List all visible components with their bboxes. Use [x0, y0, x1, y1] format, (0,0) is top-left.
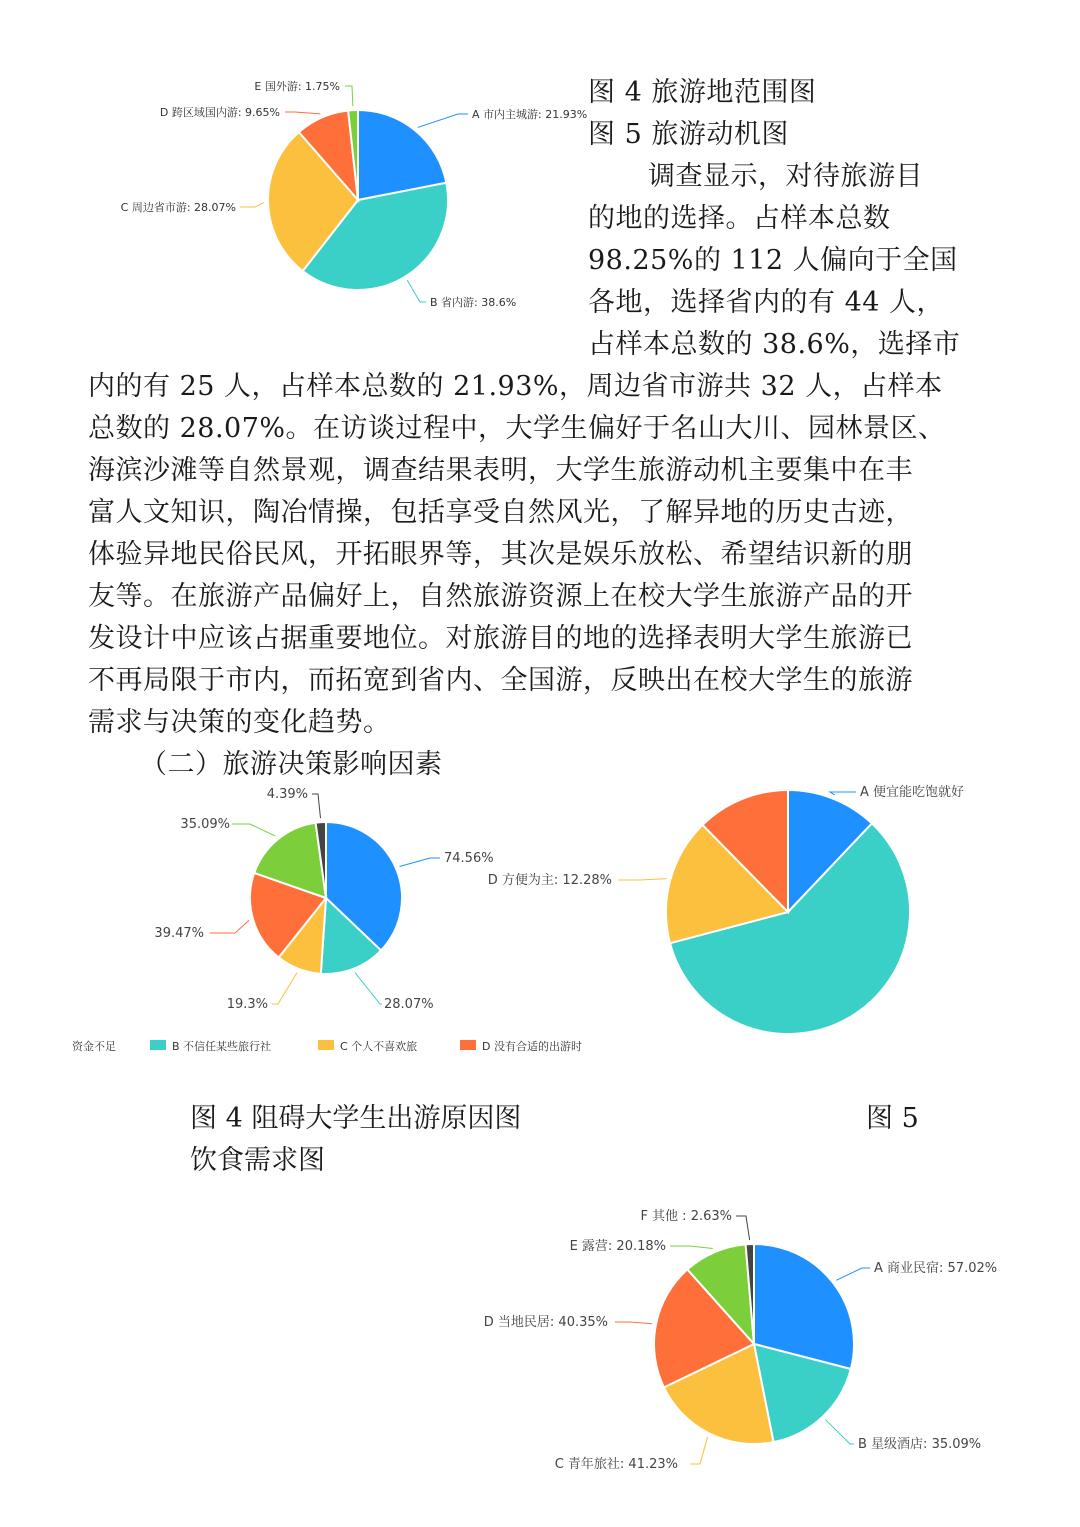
paragraph-line: 调查显示，对待旅游目	[648, 161, 923, 192]
slice-label: 4.39%	[266, 787, 308, 802]
slice-label: A 商业民宿: 57.02%	[874, 1261, 998, 1276]
legend-label: D 没有合适的出游时	[482, 1040, 582, 1053]
paragraph-line: 内的有 25 人，占样本总数的 21.93%，周边省市游共 32 人，占样本	[88, 371, 943, 402]
pie-chart-destination-range	[90, 70, 588, 320]
paragraph-line: 不再局限于市内，而拓宽到省内、全国游，反映出在校大学生的旅游	[88, 665, 913, 696]
slice-label: B 星级酒店: 35.09%	[858, 1437, 982, 1452]
legend-swatch	[318, 1040, 334, 1050]
paragraph-line: 发设计中应该占据重要地位。对旅游目的地的选择表明大学生旅游已	[88, 623, 913, 654]
slice-label: C 周边省市游: 28.07%	[120, 201, 236, 214]
legend-label: 资金不足	[72, 1040, 116, 1053]
caption-fig4-range: 图 4 旅游地范围图	[588, 77, 817, 108]
paragraph-line: 友等。在旅游产品偏好上，自然旅游资源上在校大学生旅游产品的开	[88, 581, 913, 612]
slice-label: D 方便为主: 12.28%	[487, 873, 612, 888]
slice-label: A 便宜能吃饱就好	[860, 785, 965, 800]
leader-line	[825, 1420, 854, 1444]
slice-label: C 青年旅社: 41.23%	[554, 1457, 678, 1472]
leader-line	[690, 1437, 708, 1464]
leader-line	[407, 280, 426, 302]
paragraph-line: 海滨沙滩等自然景观，调查结果表明，大学生旅游动机主要集中在丰	[88, 455, 913, 486]
caption-fig4-obstacles: 图 4 阻碍大学生出游原因图	[190, 1103, 522, 1134]
caption-fig5-food: 饮食需求图	[190, 1145, 325, 1176]
leader-line	[618, 879, 667, 880]
slice-label: E 露营: 20.18%	[569, 1239, 666, 1254]
leader-line	[830, 792, 856, 795]
paragraph-line: 98.25%的 112 人偏向于全国	[588, 245, 958, 276]
slice-label: E 国外游: 1.75%	[254, 80, 340, 93]
slice-label: F 其他 : 2.63%	[640, 1209, 732, 1224]
slice-label: 74.56%	[444, 851, 494, 866]
paragraph-line: 总数的 28.07%。在访谈过程中，大学生偏好于名山大川、园林景区、	[88, 413, 946, 444]
leader-line	[355, 973, 382, 1004]
pie-chart-accommodation	[470, 1200, 1030, 1490]
leader-line	[615, 1322, 652, 1324]
slice-label: 35.09%	[180, 817, 230, 832]
legend-swatch	[460, 1040, 476, 1050]
leader-line	[210, 920, 249, 933]
section-heading: （二）旅游决策影响因素	[140, 749, 443, 780]
leader-line	[272, 973, 297, 1004]
legend-label: B 不信任某些旅行社	[172, 1040, 272, 1053]
legend-label: C 个人不喜欢旅	[340, 1040, 418, 1053]
paragraph-line: 占样本总数的 38.6%，选择市	[588, 329, 961, 360]
leader-line	[285, 112, 320, 114]
leader-line	[418, 114, 468, 127]
leader-line	[232, 824, 275, 836]
leader-line	[736, 1216, 750, 1240]
slice-label: B 省内游: 38.6%	[430, 296, 517, 309]
caption-fig5-label: 图 5	[866, 1103, 919, 1134]
paragraph-line: 体验异地民俗民风，开拓眼界等，其次是娱乐放松、希望结识新的朋	[88, 539, 913, 570]
slice-label: D 当地民居: 40.35%	[483, 1315, 608, 1330]
leader-line	[345, 86, 353, 106]
leader-line	[836, 1268, 870, 1280]
leader-line	[240, 203, 264, 207]
caption-fig5-motivation: 图 5 旅游动机图	[588, 119, 789, 150]
slice-label: 19.3%	[226, 997, 268, 1012]
paragraph-line: 需求与决策的变化趋势。	[88, 707, 391, 738]
paragraph-line: 富人文知识，陶冶情操，包括享受自然风光，了解异地的历史古迹，	[88, 497, 913, 528]
slice-label: A 市内主城游: 21.93%	[472, 108, 588, 121]
slice-label: 39.47%	[154, 926, 204, 941]
leader-line	[312, 794, 321, 818]
leader-line	[400, 858, 440, 866]
paragraph-line: 各地，选择省内的有 44 人，	[588, 287, 945, 318]
paragraph-line: 的地的选择。占样本总数	[588, 203, 891, 234]
leader-line	[670, 1246, 713, 1248]
slice-label: 28.07%	[384, 997, 434, 1012]
slice-label: D 跨区域国内游: 9.65%	[159, 106, 280, 119]
legend-swatch	[150, 1040, 166, 1050]
pie-chart-food-demand	[487, 780, 1000, 1040]
